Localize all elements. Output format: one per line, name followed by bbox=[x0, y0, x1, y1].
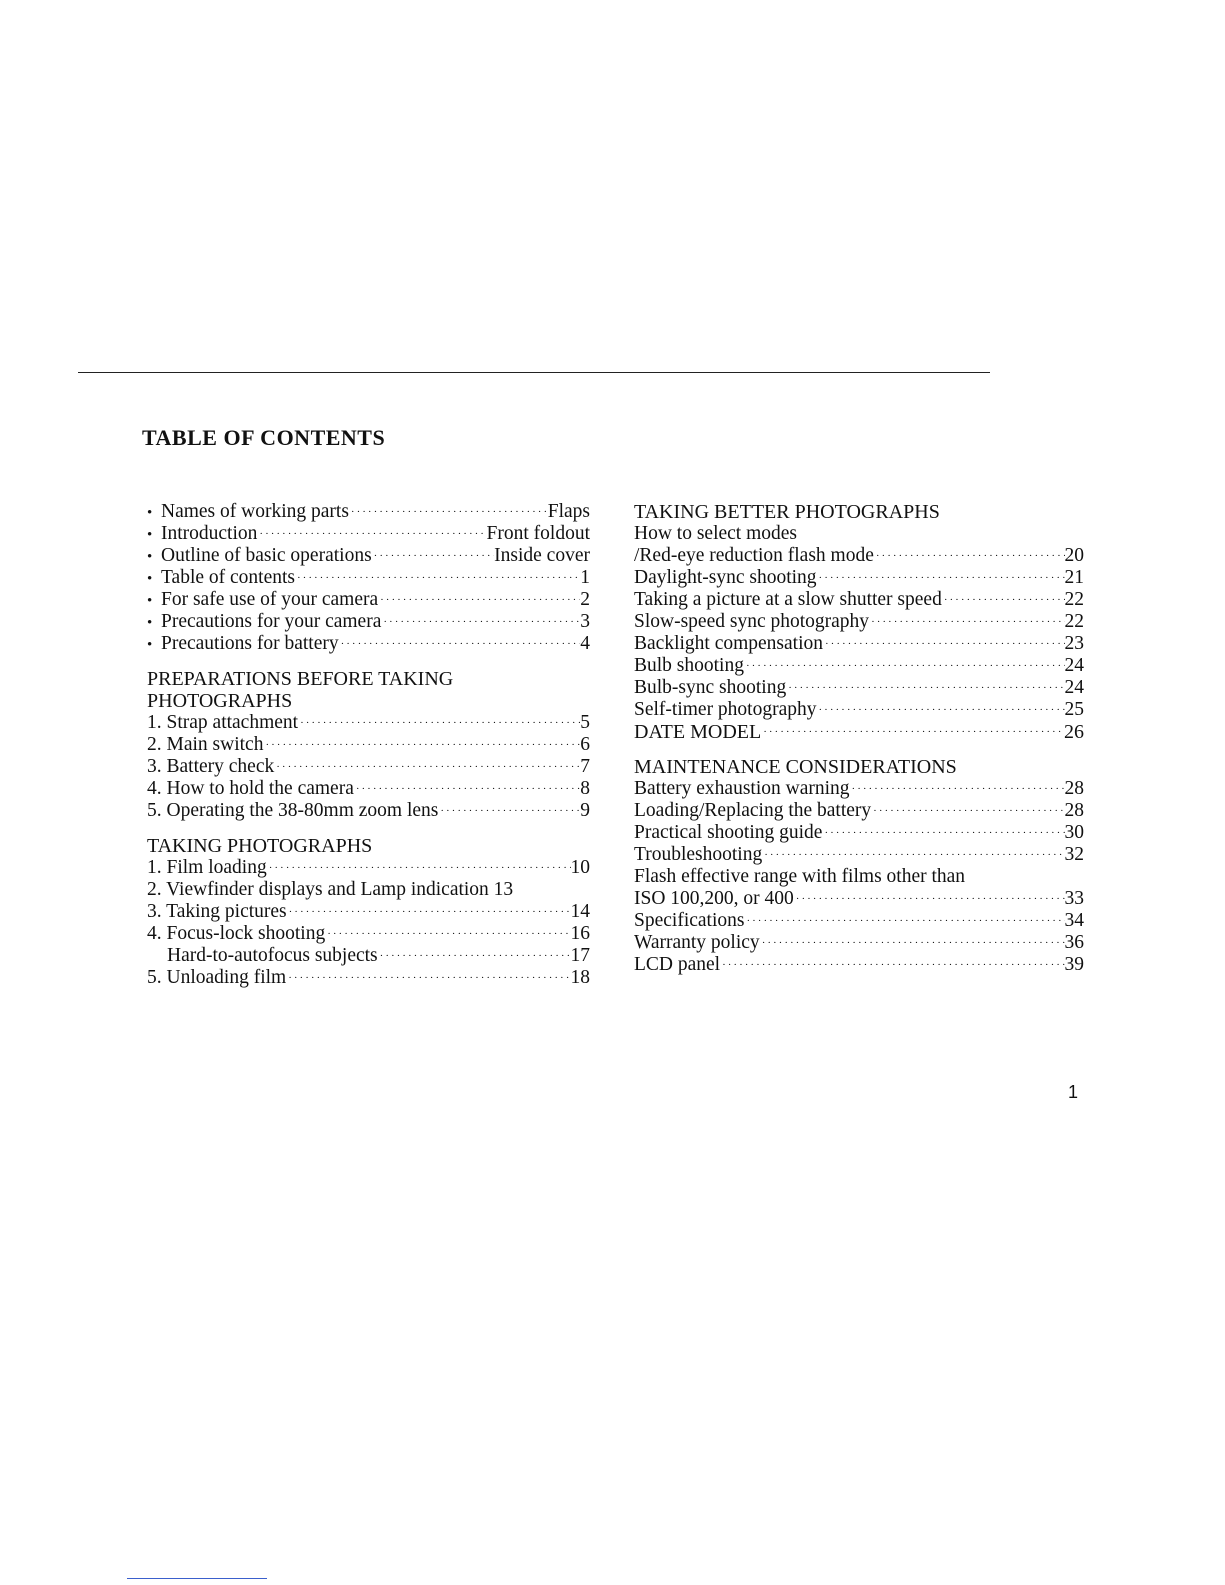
toc-entry bbox=[634, 633, 1084, 655]
toc-entry-title: Slow-speed sync photography bbox=[634, 611, 870, 632]
dot-leader bbox=[354, 778, 580, 800]
toc-entry-page: Inside cover bbox=[494, 545, 590, 566]
toc-entry-title: • Precautions for battery bbox=[147, 633, 339, 655]
toc-entry-page: 36 bbox=[1064, 932, 1084, 953]
toc-text: 2. Viewfinder displays and Lamp indication 13 bbox=[147, 879, 514, 900]
toc-entry-page: 25 bbox=[1064, 699, 1084, 720]
toc-entry-page: 2 bbox=[580, 589, 590, 610]
toc-right-column bbox=[634, 501, 1084, 976]
toc-text-line bbox=[634, 523, 1084, 545]
toc-entry bbox=[634, 611, 1084, 633]
toc-entry bbox=[147, 901, 590, 923]
toc-section-heading bbox=[634, 501, 1084, 523]
dot-leader bbox=[744, 655, 1065, 677]
toc-section-heading bbox=[147, 690, 590, 712]
toc-section-heading bbox=[147, 668, 590, 690]
toc-entry bbox=[634, 699, 1084, 721]
toc-entry-title: 4. Focus-lock shooting bbox=[147, 923, 326, 944]
dot-leader bbox=[287, 901, 571, 923]
toc-entry-title: Troubleshooting bbox=[634, 844, 763, 865]
toc-entry bbox=[147, 967, 590, 989]
toc-entry-title: Battery exhaustion warning bbox=[634, 778, 850, 799]
toc-entry-title: Warranty policy bbox=[634, 932, 760, 953]
toc-entry bbox=[147, 800, 590, 822]
dot-leader bbox=[298, 712, 580, 734]
toc-text-line bbox=[147, 879, 590, 901]
toc-entry bbox=[634, 800, 1084, 822]
toc-entry-title: Practical shooting guide bbox=[634, 822, 823, 843]
toc-entry-page: 32 bbox=[1064, 844, 1084, 865]
toc-entry bbox=[147, 923, 590, 945]
dot-leader bbox=[295, 567, 580, 589]
page-title: TABLE OF CONTENTS bbox=[142, 425, 386, 450]
toc-entry-page: 20 bbox=[1064, 545, 1084, 566]
toc-entry-page: 26 bbox=[1064, 721, 1084, 743]
toc-entry bbox=[147, 712, 590, 734]
toc-entry-page: 24 bbox=[1064, 677, 1084, 698]
toc-entry bbox=[634, 822, 1084, 844]
dot-leader bbox=[942, 589, 1065, 611]
dot-leader bbox=[823, 633, 1064, 655]
section-heading-text: MAINTENANCE CONSIDERATIONS bbox=[634, 756, 957, 778]
toc-entry-page: 24 bbox=[1064, 655, 1084, 676]
dot-leader bbox=[267, 857, 571, 879]
toc-section-heading bbox=[634, 756, 1084, 778]
toc-entry-title: 1. Strap attachment bbox=[147, 712, 299, 733]
toc-entry-page: 28 bbox=[1064, 778, 1084, 799]
section-heading-text: PHOTOGRAPHS bbox=[147, 690, 293, 712]
toc-entry-page: Flaps bbox=[547, 501, 590, 522]
toc-entry bbox=[634, 910, 1084, 932]
toc-entry-page: 17 bbox=[570, 945, 590, 966]
dot-leader bbox=[372, 545, 495, 567]
toc-entry bbox=[634, 545, 1084, 567]
dot-leader bbox=[325, 923, 570, 945]
toc-entry bbox=[634, 954, 1084, 976]
dot-leader bbox=[339, 633, 581, 655]
toc-entry-page: 7 bbox=[580, 756, 590, 777]
toc-entry-title: • Outline of basic operations bbox=[147, 545, 372, 567]
toc-entry bbox=[634, 655, 1084, 677]
toc-entry-title: DATE MODEL bbox=[634, 721, 762, 743]
toc-entry-page: 18 bbox=[570, 967, 590, 988]
toc-entry-title: Backlight compensation bbox=[634, 633, 824, 654]
toc-entry bbox=[634, 589, 1084, 611]
toc-entry bbox=[147, 857, 590, 879]
section-heading-text: TAKING BETTER PHOTOGRAPHS bbox=[634, 501, 940, 523]
dot-leader bbox=[378, 945, 571, 967]
toc-entry-title: 1. Film loading bbox=[147, 857, 267, 878]
toc-entry-page: 30 bbox=[1064, 822, 1084, 843]
dot-leader bbox=[720, 954, 1064, 976]
toc-bullet-entry bbox=[147, 589, 590, 611]
toc-entry bbox=[147, 756, 590, 778]
toc-entry bbox=[147, 945, 590, 967]
dot-leader bbox=[286, 967, 570, 989]
toc-entry-page: 21 bbox=[1064, 567, 1084, 588]
toc-bullet-entry bbox=[147, 611, 590, 633]
toc-entry-page: Front foldout bbox=[486, 523, 590, 544]
page-number: 1 bbox=[1068, 1082, 1079, 1102]
toc-bullet-entry bbox=[147, 501, 590, 523]
toc-entry-title: 5. Operating the 38-80mm zoom lens bbox=[147, 800, 439, 821]
toc-entry bbox=[634, 677, 1084, 699]
toc-entry bbox=[634, 932, 1084, 954]
dot-leader bbox=[760, 932, 1065, 954]
toc-entry-page: 8 bbox=[580, 778, 590, 799]
dot-leader bbox=[869, 611, 1064, 633]
toc-entry-page: 16 bbox=[570, 923, 590, 944]
toc-entry-page: 10 bbox=[570, 857, 590, 878]
dot-leader bbox=[762, 844, 1064, 866]
toc-entry-title: • For safe use of your camera bbox=[147, 589, 378, 611]
toc-entry-title: Bulb-sync shooting bbox=[634, 677, 787, 698]
toc-entry bbox=[147, 778, 590, 800]
toc-entry-page: 4 bbox=[580, 633, 590, 654]
toc-entry-page: 6 bbox=[580, 734, 590, 755]
bottom-rule bbox=[127, 1578, 267, 1579]
toc-bullet-entry bbox=[147, 567, 590, 589]
toc-entry-page: 23 bbox=[1064, 633, 1084, 654]
toc-entry-page: 9 bbox=[580, 800, 590, 821]
toc-entry-title: 3. Battery check bbox=[147, 756, 275, 777]
toc-entry-page: 5 bbox=[580, 712, 590, 733]
toc-entry-title: Bulb shooting bbox=[634, 655, 744, 676]
toc-entry-title: Hard-to-autofocus subjects bbox=[167, 945, 378, 966]
toc-entry bbox=[634, 888, 1084, 910]
section-heading-text: PREPARATIONS BEFORE TAKING bbox=[147, 668, 454, 690]
toc-entry-title: • Precautions for your camera bbox=[147, 611, 381, 633]
toc-entry-title: 2. Main switch bbox=[147, 734, 264, 755]
toc-section-heading bbox=[147, 835, 590, 857]
dot-leader bbox=[786, 677, 1064, 699]
toc-entry-title: 3. Taking pictures bbox=[147, 901, 287, 922]
dot-leader bbox=[263, 734, 580, 756]
section-heading-text: TAKING PHOTOGRAPHS bbox=[147, 835, 373, 857]
dot-leader bbox=[874, 545, 1065, 567]
dot-leader bbox=[381, 611, 580, 633]
toc-entry-title: 5. Unloading film bbox=[147, 967, 287, 988]
toc-entry-title: Loading/Replacing the battery bbox=[634, 800, 872, 821]
toc-entry-title: 4. How to hold the camera bbox=[147, 778, 354, 799]
toc-entry-title: Taking a picture at a slow shutter speed bbox=[634, 589, 942, 610]
dot-leader bbox=[438, 800, 580, 822]
toc-entry-title: /Red-eye reduction flash mode bbox=[634, 545, 874, 566]
toc-entry bbox=[634, 721, 1084, 743]
toc-entry bbox=[634, 844, 1084, 866]
toc-entry-title: • Names of working parts bbox=[147, 501, 349, 523]
dot-leader bbox=[349, 501, 548, 523]
toc-entry-page: 28 bbox=[1064, 800, 1084, 821]
toc-left-column bbox=[147, 501, 590, 989]
dot-leader bbox=[274, 756, 580, 778]
toc-entry-title: Daylight-sync shooting bbox=[634, 567, 817, 588]
toc-text: Flash effective range with films other than bbox=[634, 866, 966, 887]
toc-bullet-entry bbox=[147, 633, 590, 655]
toc-entry-title: Self-timer photography bbox=[634, 699, 817, 720]
toc-entry-title: Specifications bbox=[634, 910, 745, 931]
toc-entry bbox=[634, 567, 1084, 589]
toc-entry-page: 39 bbox=[1064, 954, 1084, 975]
toc-entry bbox=[634, 778, 1084, 800]
toc-bullet-entry bbox=[147, 545, 590, 567]
dot-leader bbox=[257, 523, 486, 545]
toc-text-line bbox=[634, 866, 1084, 888]
toc-entry-title: ISO 100,200, or 400 bbox=[634, 888, 794, 909]
toc-entry-page: 22 bbox=[1064, 611, 1084, 632]
toc-text: How to select modes bbox=[634, 523, 798, 544]
toc-entry-title: LCD panel bbox=[634, 954, 721, 975]
dot-leader bbox=[871, 800, 1064, 822]
toc-entry-title: • Introduction bbox=[147, 523, 257, 545]
toc-entry-page: 3 bbox=[580, 611, 590, 632]
toc-entry-page: 14 bbox=[570, 901, 590, 922]
dot-leader bbox=[744, 910, 1064, 932]
toc-entry bbox=[147, 734, 590, 756]
dot-leader bbox=[761, 721, 1064, 743]
toc-entry-page: 33 bbox=[1064, 888, 1084, 909]
top-rule bbox=[78, 372, 990, 373]
toc-entry-title: • Table of contents bbox=[147, 567, 295, 589]
dot-leader bbox=[378, 589, 580, 611]
dot-leader bbox=[794, 888, 1065, 910]
toc-bullet-entry bbox=[147, 523, 590, 545]
toc-entry-page: 22 bbox=[1064, 589, 1084, 610]
toc-entry-page: 34 bbox=[1064, 910, 1084, 931]
dot-leader bbox=[817, 699, 1065, 721]
dot-leader bbox=[850, 778, 1065, 800]
toc-entry-page: 1 bbox=[580, 567, 590, 588]
dot-leader bbox=[822, 822, 1064, 844]
dot-leader bbox=[817, 567, 1065, 589]
